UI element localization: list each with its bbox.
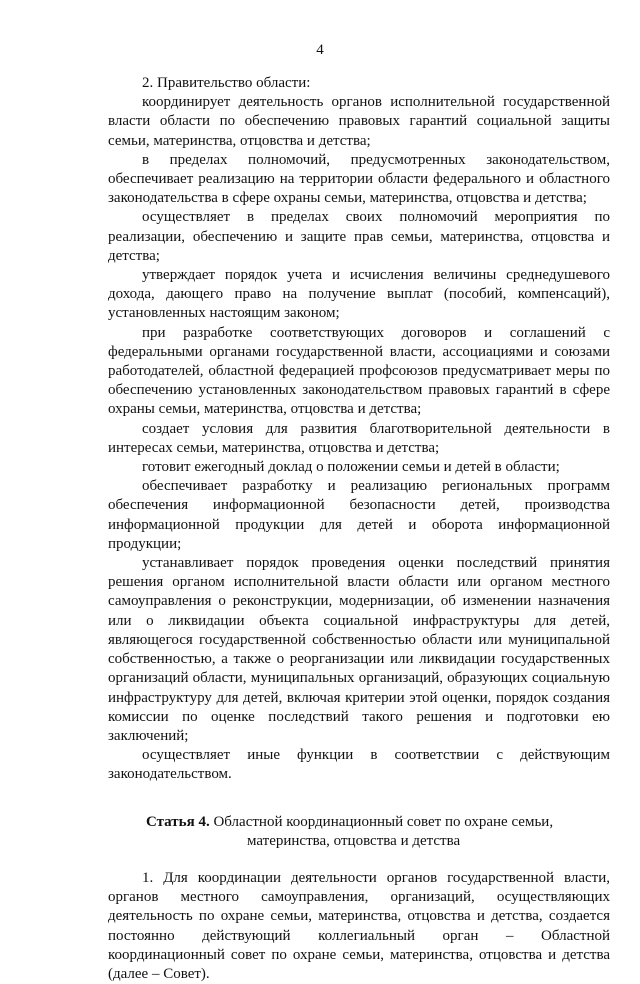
article-title-line2: материнства, отцовства и детства [247, 832, 461, 849]
section-item: создает условия для развития благотворительной деятельности в интересах семьи, материнства, отцовства и детства; [108, 420, 610, 456]
section-item: осуществляет иные функции в соответствии с действующим законодательством. [108, 747, 610, 783]
article-title-line1: Областной координационный совет по охране семьи, [213, 813, 554, 830]
section-item: координирует деятельность органов исполнительной государственной власти области по обеспечению правовых гарантий социальной защиты семьи, материнства, отцовства и детства; [108, 94, 610, 149]
section-item: готовит ежегодный доклад о положении семьи и детей в области; [142, 459, 560, 476]
section-item: утверждает порядок учета и исчисления величины среднедушевого дохода, дающего право на получение выплат (пособий, компенсаций), установленных настоящим законом; [108, 267, 610, 322]
page-number: 4 [316, 42, 324, 58]
section-item: осуществляет в пределах своих полномочий мероприятия по реализации, обеспечению и защите прав семьи, материнства, отцовства и детства; [108, 209, 610, 264]
section-item: в пределах полномочий, предусмотренных законодательством, обеспечивает реализацию на территории области федерального и областного законодательства в сфере охраны семьи, материнства, отцовства и детства; [108, 151, 610, 207]
section-intro: 2. Правительство области: [142, 75, 311, 91]
article-paragraph: 1. Для координации деятельности органов государственной власти, органов местного самоуправления, организаций, осуществляющих деятельность по охране семьи, материнства, отцовства и детства, создается постоянно действующий коллегиальный орган – Областной координационный совет по охране семьи, материнства, отцовства и детства (далее – Совет). [108, 869, 610, 982]
section-item: устанавливает порядок проведения оценки последствий принятия решения органом исполнительной власти области или органом местного самоуправления о реконструкции, модернизации, об изменении назначения или о ликвидации объекта социальной инфраструктуры для детей, являющегося государственной собственностью области или муниципальной собственностью, а также о реорганизации или ликвидации государственных организаций области, муниципальных организаций, образующих социальную инфраструктуру для детей, включая критерии этой оценки, порядок создания комиссии по оценке последствий такого решения и подготовки ею заключений; [108, 555, 610, 744]
section-item: обеспечивает разработку и реализацию региональных программ обеспечения информационной безопасности детей, производства информационной продукции для детей и оборота информационной продукции; [108, 478, 610, 552]
article-heading [108, 813, 610, 851]
document-body [108, 74, 610, 984]
section-item: при разработке соответствующих договоров и соглашений с федеральными органами государственной власти, ассоциациями и союзами работодателей, областной федерацией профсоюзов предусматривает меры по обеспечению установленных законодательством правовых гарантий в сфере охраны семьи, материнства, отцовства и детства; [108, 324, 610, 418]
article-label: Статья 4. [146, 813, 210, 830]
